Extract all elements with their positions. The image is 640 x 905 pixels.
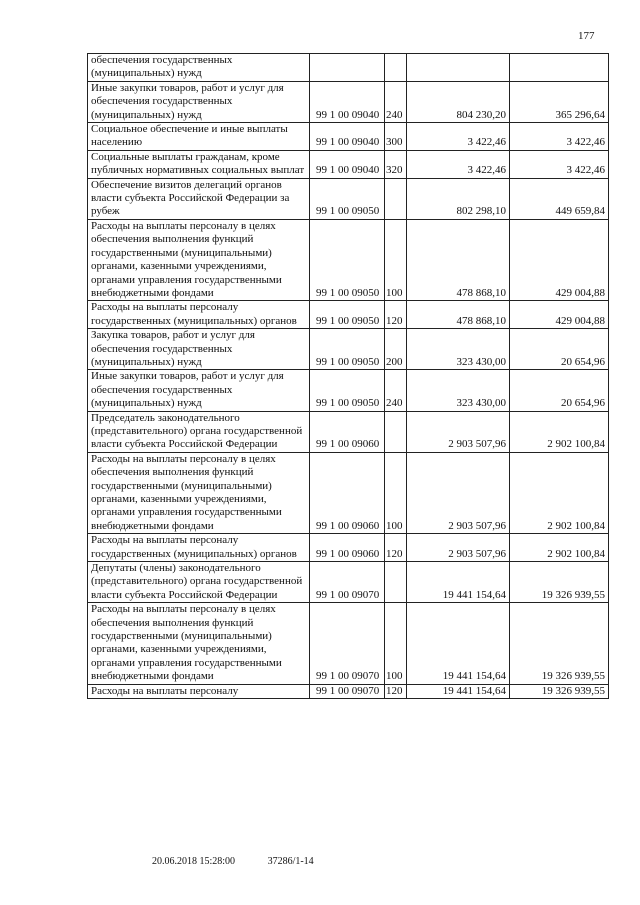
planned-amount-cell: 2 903 507,96 xyxy=(407,534,510,562)
planned-amount-cell: 804 230,20 xyxy=(407,81,510,122)
page-number: 177 xyxy=(578,30,595,42)
executed-amount-cell: 19 326 939,55 xyxy=(510,562,609,603)
table-row xyxy=(88,301,609,329)
expense-name-cell: Расходы на выплаты персоналу в целях обеспечения выполнения функций государственными (муниципальными) органами, казенными учреждениями, органами управления государственными внебюджетными фондами xyxy=(88,452,310,533)
expense-name-cell: Обеспечение визитов делегаций органов власти субъекта Российской Федерации за рубеж xyxy=(88,178,310,219)
expense-name-cell: обеспечения государственных (муниципальных) нужд xyxy=(88,54,310,82)
planned-amount-cell: 2 903 507,96 xyxy=(407,452,510,533)
executed-amount-cell: 20 654,96 xyxy=(510,329,609,370)
target-article-code-cell: 99 1 00 09050 xyxy=(310,329,385,370)
table-row xyxy=(88,684,609,698)
expense-type-code-cell: 120 xyxy=(385,301,407,329)
expense-name-cell: Социальные выплаты гражданам, кроме публичных нормативных социальных выплат xyxy=(88,150,310,178)
planned-amount-cell: 2 903 507,96 xyxy=(407,411,510,452)
table-row xyxy=(88,411,609,452)
expense-name-cell: Депутаты (члены) законодательного (представительного) органа государственной власти субъекта Российской Федерации xyxy=(88,562,310,603)
executed-amount-cell: 2 902 100,84 xyxy=(510,534,609,562)
expense-type-code-cell: 200 xyxy=(385,329,407,370)
table-row xyxy=(88,370,609,411)
table-row xyxy=(88,54,609,82)
expense-type-code-cell xyxy=(385,562,407,603)
planned-amount-cell: 3 422,46 xyxy=(407,150,510,178)
target-article-code-cell: 99 1 00 09050 xyxy=(310,301,385,329)
executed-amount-cell: 429 004,88 xyxy=(510,301,609,329)
expense-type-code-cell: 300 xyxy=(385,123,407,151)
expense-name-cell: Расходы на выплаты персоналу государственных (муниципальных) органов xyxy=(88,534,310,562)
target-article-code-cell: 99 1 00 09050 xyxy=(310,219,385,300)
target-article-code-cell: 99 1 00 09060 xyxy=(310,411,385,452)
planned-amount-cell: 19 441 154,64 xyxy=(407,684,510,698)
executed-amount-cell: 2 902 100,84 xyxy=(510,452,609,533)
planned-amount-cell: 19 441 154,64 xyxy=(407,562,510,603)
target-article-code-cell xyxy=(310,54,385,82)
planned-amount-cell xyxy=(407,54,510,82)
executed-amount-cell: 20 654,96 xyxy=(510,370,609,411)
expense-name-cell: Расходы на выплаты персоналу в целях обеспечения выполнения функций государственными (муниципальными) органами, казенными учреждениями, органами управления государственными внебюджетными фондами xyxy=(88,603,310,684)
planned-amount-cell: 323 430,00 xyxy=(407,370,510,411)
footer-doc-number: 37286/1-14 xyxy=(267,856,314,867)
executed-amount-cell xyxy=(510,54,609,82)
table-row xyxy=(88,150,609,178)
target-article-code-cell: 99 1 00 09060 xyxy=(310,534,385,562)
planned-amount-cell: 3 422,46 xyxy=(407,123,510,151)
planned-amount-cell: 478 868,10 xyxy=(407,301,510,329)
executed-amount-cell: 365 296,64 xyxy=(510,81,609,122)
expense-name-cell: Расходы на выплаты персоналу xyxy=(88,684,310,698)
expense-type-code-cell xyxy=(385,54,407,82)
expense-name-cell: Иные закупки товаров, работ и услуг для обеспечения государственных (муниципальных) нужд xyxy=(88,81,310,122)
expense-type-code-cell: 240 xyxy=(385,81,407,122)
executed-amount-cell: 19 326 939,55 xyxy=(510,684,609,698)
table-row xyxy=(88,603,609,684)
executed-amount-cell: 2 902 100,84 xyxy=(510,411,609,452)
expense-name-cell: Закупка товаров, работ и услуг для обеспечения государственных (муниципальных) нужд xyxy=(88,329,310,370)
planned-amount-cell: 478 868,10 xyxy=(407,219,510,300)
expense-type-code-cell: 100 xyxy=(385,603,407,684)
budget-table xyxy=(87,53,609,699)
expense-type-code-cell xyxy=(385,411,407,452)
target-article-code-cell: 99 1 00 09070 xyxy=(310,603,385,684)
expense-name-cell: Расходы на выплаты персоналу государственных (муниципальных) органов xyxy=(88,301,310,329)
planned-amount-cell: 802 298,10 xyxy=(407,178,510,219)
expense-type-code-cell: 120 xyxy=(385,534,407,562)
table-row xyxy=(88,123,609,151)
target-article-code-cell: 99 1 00 09040 xyxy=(310,81,385,122)
expense-name-cell: Расходы на выплаты персоналу в целях обеспечения выполнения функций государственными (муниципальными) органами, казенными учреждениями, органами управления государственными внебюджетными фондами xyxy=(88,219,310,300)
executed-amount-cell: 19 326 939,55 xyxy=(510,603,609,684)
expense-name-cell: Иные закупки товаров, работ и услуг для обеспечения государственных (муниципальных) нужд xyxy=(88,370,310,411)
planned-amount-cell: 19 441 154,64 xyxy=(407,603,510,684)
expense-type-code-cell: 240 xyxy=(385,370,407,411)
target-article-code-cell: 99 1 00 09060 xyxy=(310,452,385,533)
target-article-code-cell: 99 1 00 09050 xyxy=(310,178,385,219)
target-article-code-cell: 99 1 00 09070 xyxy=(310,562,385,603)
budget-table-body xyxy=(88,54,609,699)
target-article-code-cell: 99 1 00 09040 xyxy=(310,123,385,151)
table-row xyxy=(88,534,609,562)
executed-amount-cell: 449 659,84 xyxy=(510,178,609,219)
table-row xyxy=(88,219,609,300)
expense-type-code-cell: 100 xyxy=(385,452,407,533)
table-row xyxy=(88,329,609,370)
expense-type-code-cell xyxy=(385,178,407,219)
expense-type-code-cell: 320 xyxy=(385,150,407,178)
table-row xyxy=(88,178,609,219)
target-article-code-cell: 99 1 00 09040 xyxy=(310,150,385,178)
target-article-code-cell: 99 1 00 09050 xyxy=(310,370,385,411)
page-footer xyxy=(152,856,314,867)
executed-amount-cell: 3 422,46 xyxy=(510,123,609,151)
executed-amount-cell: 3 422,46 xyxy=(510,150,609,178)
expense-name-cell: Социальное обеспечение и иные выплаты населению xyxy=(88,123,310,151)
table-row xyxy=(88,562,609,603)
planned-amount-cell: 323 430,00 xyxy=(407,329,510,370)
expense-name-cell: Председатель законодательного (представительного) органа государственной власти субъекта Российской Федерации xyxy=(88,411,310,452)
executed-amount-cell: 429 004,88 xyxy=(510,219,609,300)
target-article-code-cell: 99 1 00 09070 xyxy=(310,684,385,698)
expense-type-code-cell: 120 xyxy=(385,684,407,698)
table-row xyxy=(88,81,609,122)
footer-datetime: 20.06.2018 15:28:00 xyxy=(152,856,236,867)
expense-type-code-cell: 100 xyxy=(385,219,407,300)
table-row xyxy=(88,452,609,533)
